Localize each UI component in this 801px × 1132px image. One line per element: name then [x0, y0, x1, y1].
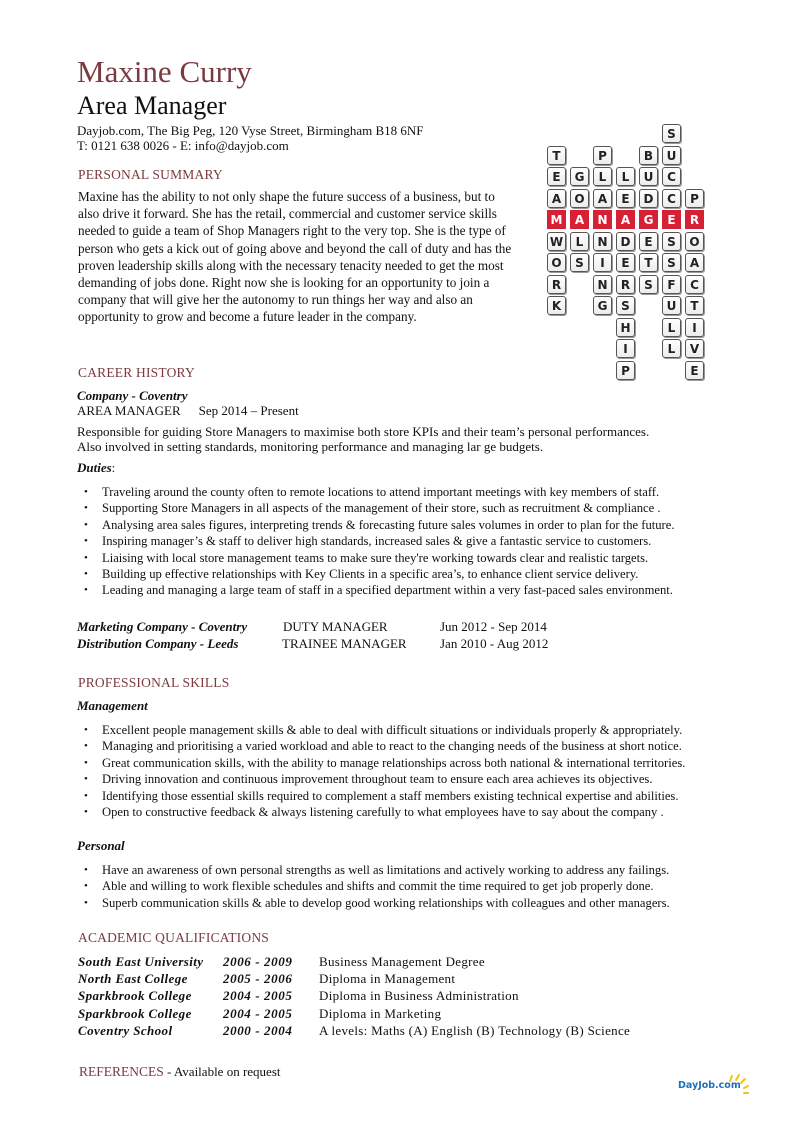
- crossword-tile: I: [616, 339, 635, 358]
- qualification-years: 2000 - 2004: [223, 1022, 293, 1038]
- qualification-qualification: Diploma in Management: [319, 971, 456, 987]
- management-skills-list: [84, 722, 685, 820]
- crossword-tile: L: [662, 339, 681, 358]
- duty-item: • Leading and managing a large team of staff in a specified department within a very fast-paced sales environment.: [84, 582, 675, 598]
- section-heading-career-history: CAREER HISTORY: [78, 365, 195, 380]
- crossword-tile: T: [639, 253, 658, 272]
- skill-item: • Have an awareness of own personal strengths as well as limitations and actively working to address any failings.: [84, 862, 670, 878]
- skill-item: • Superb communication skills & able to develop good working relationships with colleagues and other managers.: [84, 895, 670, 911]
- references-line: [79, 1064, 281, 1080]
- crossword-tile: U: [662, 146, 681, 165]
- crossword-tile: I: [685, 318, 704, 337]
- crossword-tile: A: [570, 210, 589, 229]
- crossword-tile: I: [593, 253, 612, 272]
- crossword-tile: U: [639, 167, 658, 186]
- duty-item: • Traveling around the county often to remote locations to attend important meetings with key members of staff.: [84, 484, 675, 500]
- duty-item: • Liaising with local store management teams to make sure they're working towards clear and realistic targets.: [84, 550, 675, 566]
- crossword-tile: E: [639, 232, 658, 251]
- qualification-years: 2004 - 2005: [223, 1005, 293, 1021]
- crossword-tile: A: [616, 210, 635, 229]
- current-role-line: [77, 403, 299, 419]
- crossword-tile: G: [593, 296, 612, 315]
- contact-details: T: 0121 638 0026 - E: info@dayjob.com: [77, 138, 289, 153]
- current-company: Company - Coventry: [77, 388, 188, 403]
- duty-item: • Analysing area sales figures, interpreting trends & forecasting future sales volumes in order to plan for the future.: [84, 517, 675, 533]
- section-heading-personal-summary: PERSONAL SUMMARY: [78, 167, 223, 182]
- crossword-tile: C: [662, 167, 681, 186]
- crossword-tile: D: [639, 189, 658, 208]
- address: Dayjob.com, The Big Peg, 120 Vyse Street, Birmingham B18 6NF: [77, 123, 424, 138]
- crossword-tile: C: [662, 189, 681, 208]
- qualification-institution: Coventry School: [78, 1022, 173, 1038]
- crossword-tile: E: [547, 167, 566, 186]
- crossword-tile: L: [616, 167, 635, 186]
- logo-text: DayJob.com: [678, 1080, 741, 1091]
- qualification-qualification: A levels: Maths (A) English (B) Technology (B) Science: [319, 1022, 631, 1038]
- previous-dates: Jan 2010 - Aug 2012: [440, 636, 549, 651]
- crossword-tile: E: [662, 210, 681, 229]
- qualification-years: 2004 - 2005: [223, 988, 293, 1004]
- qualification-qualification: Business Management Degree: [319, 954, 485, 969]
- skill-item: • Driving innovation and continuous improvement throughout team to ensure each area achieves its objectives.: [84, 771, 685, 787]
- crossword-tile: B: [639, 146, 658, 165]
- crossword-tile: R: [616, 275, 635, 294]
- crossword-tile: O: [547, 253, 566, 272]
- crossword-tile: S: [616, 296, 635, 315]
- duty-item: • Building up effective relationships with Key Clients in a specific area’s, to enhance client service delivery.: [84, 566, 675, 582]
- crossword-tile: H: [616, 318, 635, 337]
- crossword-tile: M: [547, 210, 566, 229]
- qualification-institution: Sparkbrook College: [78, 988, 192, 1004]
- duties-list: [84, 484, 675, 599]
- skill-item: • Managing and prioritising a varied workload and able to react to the changing needs of the business at short notice.: [84, 738, 685, 754]
- crossword-tile: G: [639, 210, 658, 229]
- crossword-tile: P: [593, 146, 612, 165]
- crossword-tile: G: [570, 167, 589, 186]
- crossword-tile: C: [685, 275, 704, 294]
- crossword-tile: K: [547, 296, 566, 315]
- crossword-tile: D: [616, 232, 635, 251]
- crossword-tile: L: [662, 318, 681, 337]
- crossword-tile: L: [570, 232, 589, 251]
- crossword-tile: A: [547, 189, 566, 208]
- crossword-tile: T: [547, 146, 566, 165]
- duties-label-line: [77, 460, 115, 476]
- crossword-tile: L: [593, 167, 612, 186]
- crossword-tile: P: [616, 361, 635, 380]
- personal-summary-text: Maxine has the ability to not only shape the future success of a business, but to also drive it forward. She has the retail, commercial and customer service skills needed to guide a team of Shop Managers right to the very top. She is the type of person who gets a kick out of going above and beyond the call of duty and has the proven leadership skills along with the necessary tenacity needed to get the most demanding of jobs done. Right now she is looking for an opportunity to join a company that will give her the autonomy to run things her way and also an opportunity to grow and become a future leader in the company.: [78, 189, 512, 325]
- crossword-tile: P: [685, 189, 704, 208]
- duty-item: • Inspiring manager’s & staff to deliver high standards, increased sales & give a fantastic service to customers.: [84, 533, 675, 549]
- crossword-tile: S: [662, 253, 681, 272]
- skill-item: • Excellent people management skills & able to deal with difficult situations or individuals properly & appropriately.: [84, 722, 685, 738]
- crossword-tile: W: [547, 232, 566, 251]
- crossword-tile: O: [570, 189, 589, 208]
- candidate-name: Maxine Curry: [77, 54, 252, 89]
- crossword-tile: S: [570, 253, 589, 272]
- qualification-years: 2006 - 2009: [223, 954, 293, 969]
- duty-item: • Supporting Store Managers in all aspects of the management of their store, such as recruitment & compliance .: [84, 500, 675, 516]
- crossword-tile: R: [685, 210, 704, 229]
- crossword-tile: T: [685, 296, 704, 315]
- qualification-years: 2005 - 2006: [223, 971, 293, 987]
- qualification-institution: Sparkbrook College: [78, 1005, 192, 1021]
- crossword-tile: N: [593, 210, 612, 229]
- crossword-tile: R: [547, 275, 566, 294]
- crossword-tile: N: [593, 232, 612, 251]
- current-description-1: Responsible for guiding Store Managers to maximise both store KPIs and their team’s personal performances.: [77, 424, 650, 439]
- crossword-tile: E: [616, 253, 635, 272]
- personal-skills-list: [84, 862, 670, 911]
- duties-colon: :: [111, 460, 116, 475]
- duties-label: Duties: [77, 460, 112, 475]
- qualification-qualification: Diploma in Marketing: [319, 1005, 442, 1021]
- skill-item: • Able and willing to work flexible schedules and shifts and commit the time required to get job properly done.: [84, 878, 670, 894]
- skill-item: • Identifying those essential skills required to complement a staff members existing technical expertise and abilities.: [84, 788, 685, 804]
- dayjob-logo: [678, 1072, 750, 1096]
- section-heading-academic-qualifications: ACADEMIC QUALIFICATIONS: [78, 930, 269, 945]
- crossword-tile: N: [593, 275, 612, 294]
- crossword-tile: O: [685, 232, 704, 251]
- job-title: Area Manager: [77, 91, 227, 120]
- crossword-tile: S: [662, 232, 681, 251]
- current-description-2: Also involved in setting standards, monitoring performance and managing lar ge budgets.: [77, 439, 544, 454]
- previous-role: TRAINEE MANAGER: [282, 636, 407, 651]
- qualification-qualification: Diploma in Business Administration: [319, 988, 519, 1004]
- management-label: Management: [77, 698, 148, 713]
- skill-item: • Great communication skills, with the ability to manage relationships across both national & international territories.: [84, 755, 685, 771]
- previous-company: Distribution Company - Leeds: [77, 636, 239, 651]
- section-heading-professional-skills: PROFESSIONAL SKILLS: [78, 675, 230, 690]
- personal-label: Personal: [77, 838, 125, 853]
- previous-company: Marketing Company - Coventry: [77, 619, 248, 634]
- crossword-tile: U: [662, 296, 681, 315]
- crossword-tile: E: [685, 361, 704, 380]
- crossword-tile: E: [616, 189, 635, 208]
- section-heading-references: REFERENCES: [79, 1064, 164, 1079]
- current-role: AREA MANAGER: [77, 403, 181, 418]
- current-dates: Sep 2014 – Present: [198, 403, 299, 418]
- qualification-institution: South East University: [78, 954, 204, 969]
- crossword-tile: V: [685, 339, 704, 358]
- qualification-institution: North East College: [78, 971, 188, 987]
- skill-item: • Open to constructive feedback & always listening carefully to what employees have to say about the company .: [84, 804, 685, 820]
- previous-dates: Jun 2012 - Sep 2014: [440, 619, 547, 634]
- crossword-tile: S: [639, 275, 658, 294]
- crossword-tile: S: [662, 124, 681, 143]
- crossword-tile: F: [662, 275, 681, 294]
- previous-role: DUTY MANAGER: [283, 619, 388, 634]
- crossword-tile: A: [593, 189, 612, 208]
- references-text: - Available on request: [163, 1064, 281, 1079]
- crossword-tile: A: [685, 253, 704, 272]
